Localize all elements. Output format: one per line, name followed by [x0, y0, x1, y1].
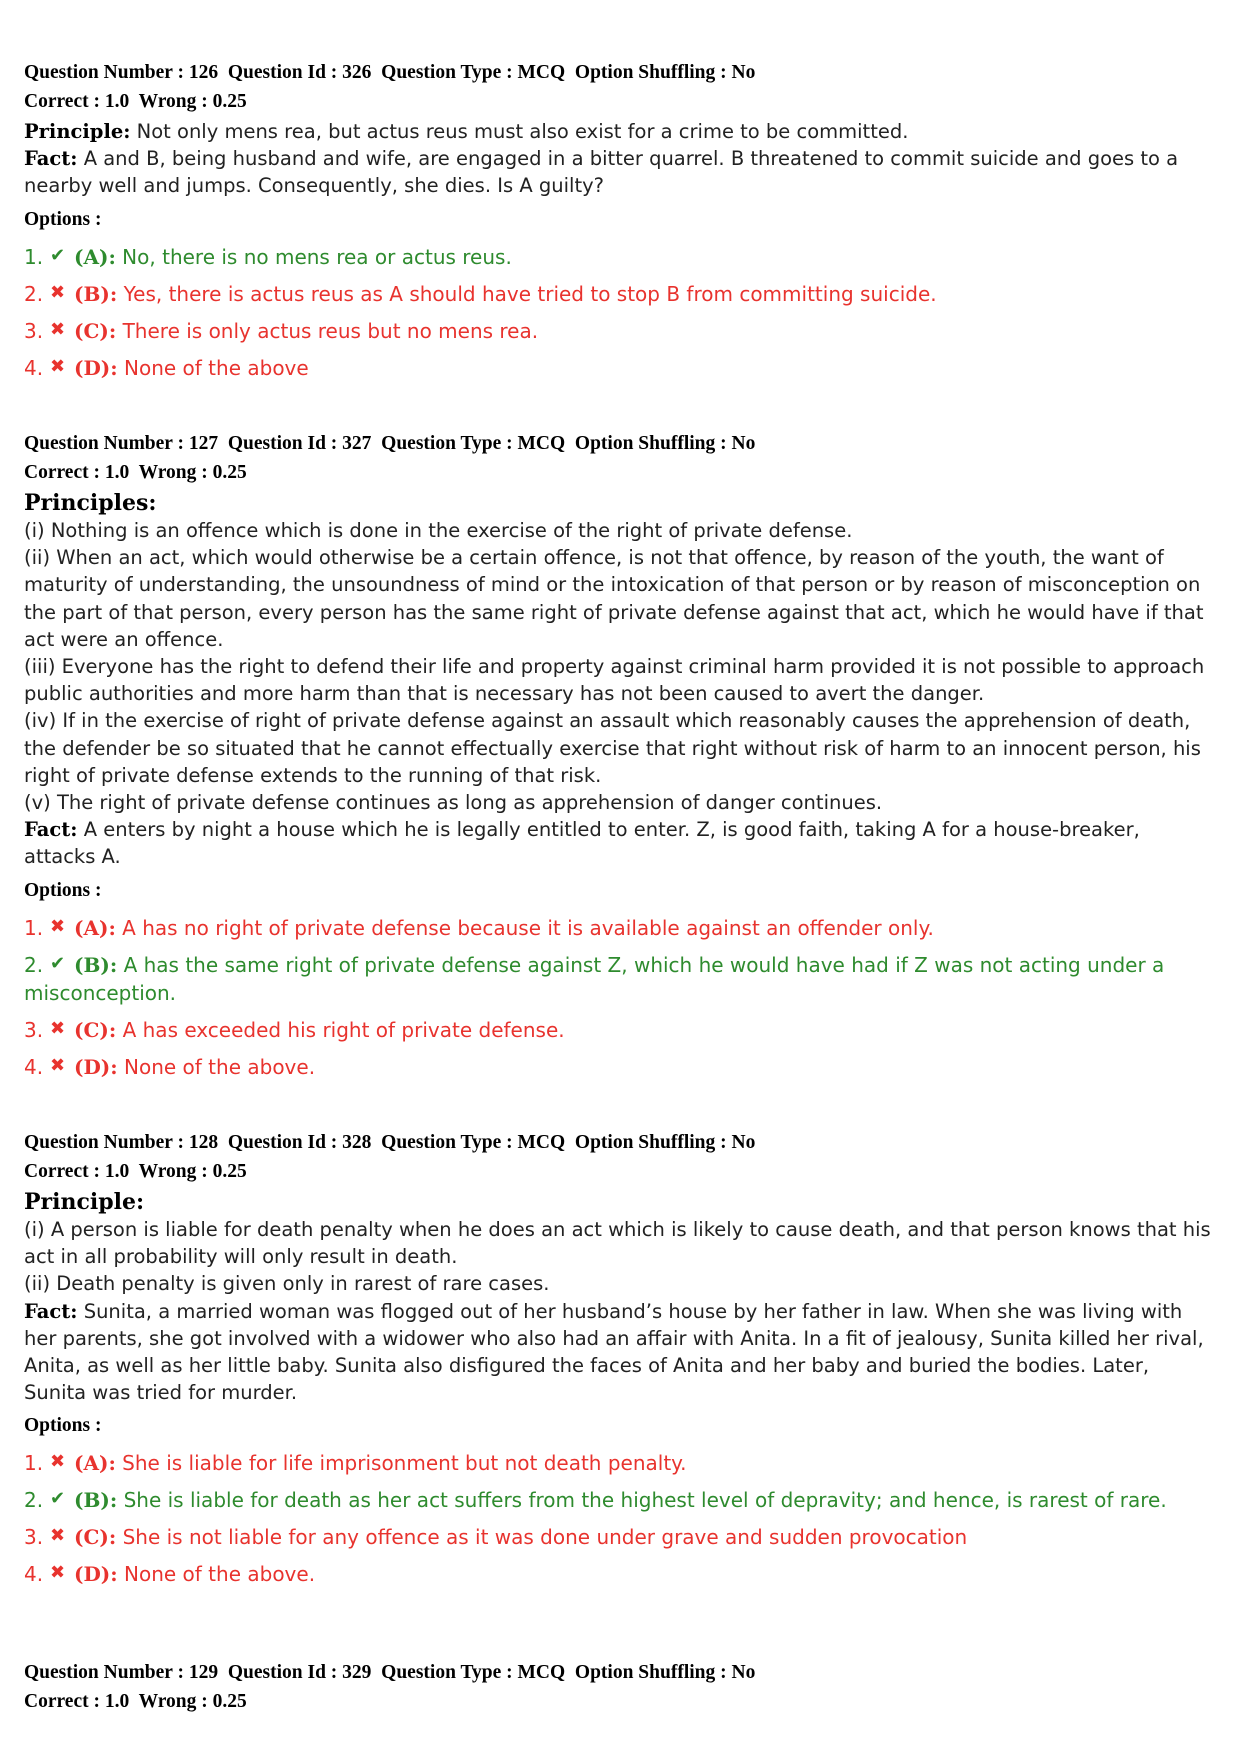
option-a: 1. ✔ (A): No, there is no mens rea or actus reus. — [24, 242, 1214, 271]
cross-icon: ✖ — [50, 1525, 66, 1547]
principle-line: (ii) Death penalty is given only in rarest of rare cases. — [24, 1272, 550, 1296]
option-d: 4. ✖ (D): None of the above. — [24, 1052, 1214, 1081]
principle-line: (i) A person is liable for death penalty when he does an act which is likely to cause death, and that person knows that his act in all probability will only result in death. — [24, 1218, 1211, 1269]
question-body — [24, 118, 1214, 200]
principle-line: (i) Nothing is an offence which is done in the exercise of the right of private defense. — [24, 519, 853, 542]
check-icon: ✔ — [50, 952, 66, 974]
principle-line: (ii) When an act, which would otherwise be a certain offence, is not that offence, by reason of the youth, the want of maturity of understanding, the unsoundness of mind or the intoxication of that person or by reason of misconception on the part of that person, every person has the same right of private defense against that act, which he would have if that act were an offence. — [24, 546, 1204, 651]
fact-label: Fact: — [24, 818, 78, 842]
question-127 — [24, 429, 1214, 1081]
question-meta: Question Number : 126 Question Id : 326 Question Type : MCQ Option Shuffling : No — [24, 62, 756, 83]
question-129 — [24, 1658, 1214, 1716]
principle-line: (iii) Everyone has the right to defend their life and property against criminal harm provided it is not possible to approach public authorities and more harm than that is necessary has not been caused to avert the danger. — [24, 655, 1205, 706]
cross-icon: ✖ — [50, 318, 66, 340]
check-icon: ✔ — [50, 1488, 66, 1510]
question-body — [24, 489, 1214, 871]
fact-label: Fact: — [24, 1299, 78, 1323]
principle-text: Not only mens rea, but actus reus must also exist for a crime to be committed. — [130, 120, 909, 143]
cross-icon: ✖ — [50, 1451, 66, 1473]
fact-text: A enters by night a house which he is legally entitled to enter. Z, is good faith, taking A for a house-breaker, attacks A. — [24, 818, 1140, 869]
principle-line: (iv) If in the exercise of right of private defense against an assault which reasonably causes the apprehension of death, the defender be so situated that he cannot effectually exercise that right without risk of harm to an innocent person, his right of private defense extends to the running of that risk. — [24, 709, 1201, 787]
option-a: 1. ✖ (A): A has no right of private defense because it is available against an offender only. — [24, 913, 1214, 942]
options-label: Options : — [24, 208, 102, 230]
option-c: 3. ✖ (C): There is only actus reus but no mens rea. — [24, 316, 1214, 345]
fact-text: A and B, being husband and wife, are engaged in a bitter quarrel. B threatened to commit suicide and goes to a nearby well and jumps. Consequently, she dies. Is A guilty? — [24, 147, 1179, 198]
cross-icon: ✖ — [50, 1562, 66, 1584]
option-c: 3. ✖ (C): She is not liable for any offence as it was done under grave and sudden provocation — [24, 1522, 1214, 1551]
option-b: 2. ✔ (B): A has the same right of private defense against Z, which he would have had if Z was not acting under a misconception. — [24, 950, 1214, 1007]
options-label: Options : — [24, 879, 102, 901]
principles-header: Principles: — [24, 490, 157, 516]
principle-label: Principle: — [24, 120, 131, 143]
principles-header: Principle: — [24, 1189, 145, 1215]
question-marks: Correct : 1.0 Wrong : 0.25 — [24, 1691, 247, 1712]
option-d: 4. ✖ (D): None of the above. — [24, 1559, 1214, 1588]
question-marks: Correct : 1.0 Wrong : 0.25 — [24, 91, 247, 112]
option-a: 1. ✖ (A): She is liable for life imprisonment but not death penalty. — [24, 1448, 1214, 1477]
cross-icon: ✖ — [50, 915, 66, 937]
option-b: 2. ✔ (B): She is liable for death as her act suffers from the highest level of depravity; and hence, is rarest of rare. — [24, 1485, 1214, 1514]
question-marks: Correct : 1.0 Wrong : 0.25 — [24, 1161, 247, 1182]
option-c: 3. ✖ (C): A has exceeded his right of private defense. — [24, 1015, 1214, 1044]
cross-icon: ✖ — [50, 355, 66, 377]
cross-icon: ✖ — [50, 1017, 66, 1039]
question-meta: Question Number : 128 Question Id : 328 Question Type : MCQ Option Shuffling : No — [24, 1132, 756, 1153]
fact-text: Sunita, a married woman was flogged out of her husband’s house by her father in law. When she was living with her parents, she got involved with a widower who also had an affair with Anita. In a fit of jealousy, Sunita killed her rival, Anita, as well as her little baby. Sunita also disfigured the faces of Anita and her baby and buried the bodies. Later, Sunita was tried for murder. — [24, 1299, 1204, 1405]
cross-icon: ✖ — [50, 1054, 66, 1076]
cross-icon: ✖ — [50, 281, 66, 303]
question-meta: Question Number : 129 Question Id : 329 Question Type : MCQ Option Shuffling : No — [24, 1662, 756, 1683]
question-body — [24, 1188, 1214, 1406]
option-d: 4. ✖ (D): None of the above — [24, 353, 1214, 382]
options-label: Options : — [24, 1415, 102, 1437]
principle-line: (v) The right of private defense continues as long as apprehension of danger continues. — [24, 791, 883, 815]
option-b: 2. ✖ (B): Yes, there is actus reus as A should have tried to stop B from committing suicide. — [24, 279, 1214, 308]
question-marks: Correct : 1.0 Wrong : 0.25 — [24, 462, 247, 483]
question-128 — [24, 1128, 1214, 1588]
check-icon: ✔ — [50, 244, 66, 266]
fact-label: Fact: — [24, 147, 78, 171]
question-meta: Question Number : 127 Question Id : 327 Question Type : MCQ Option Shuffling : No — [24, 433, 756, 454]
question-126 — [24, 58, 1214, 382]
